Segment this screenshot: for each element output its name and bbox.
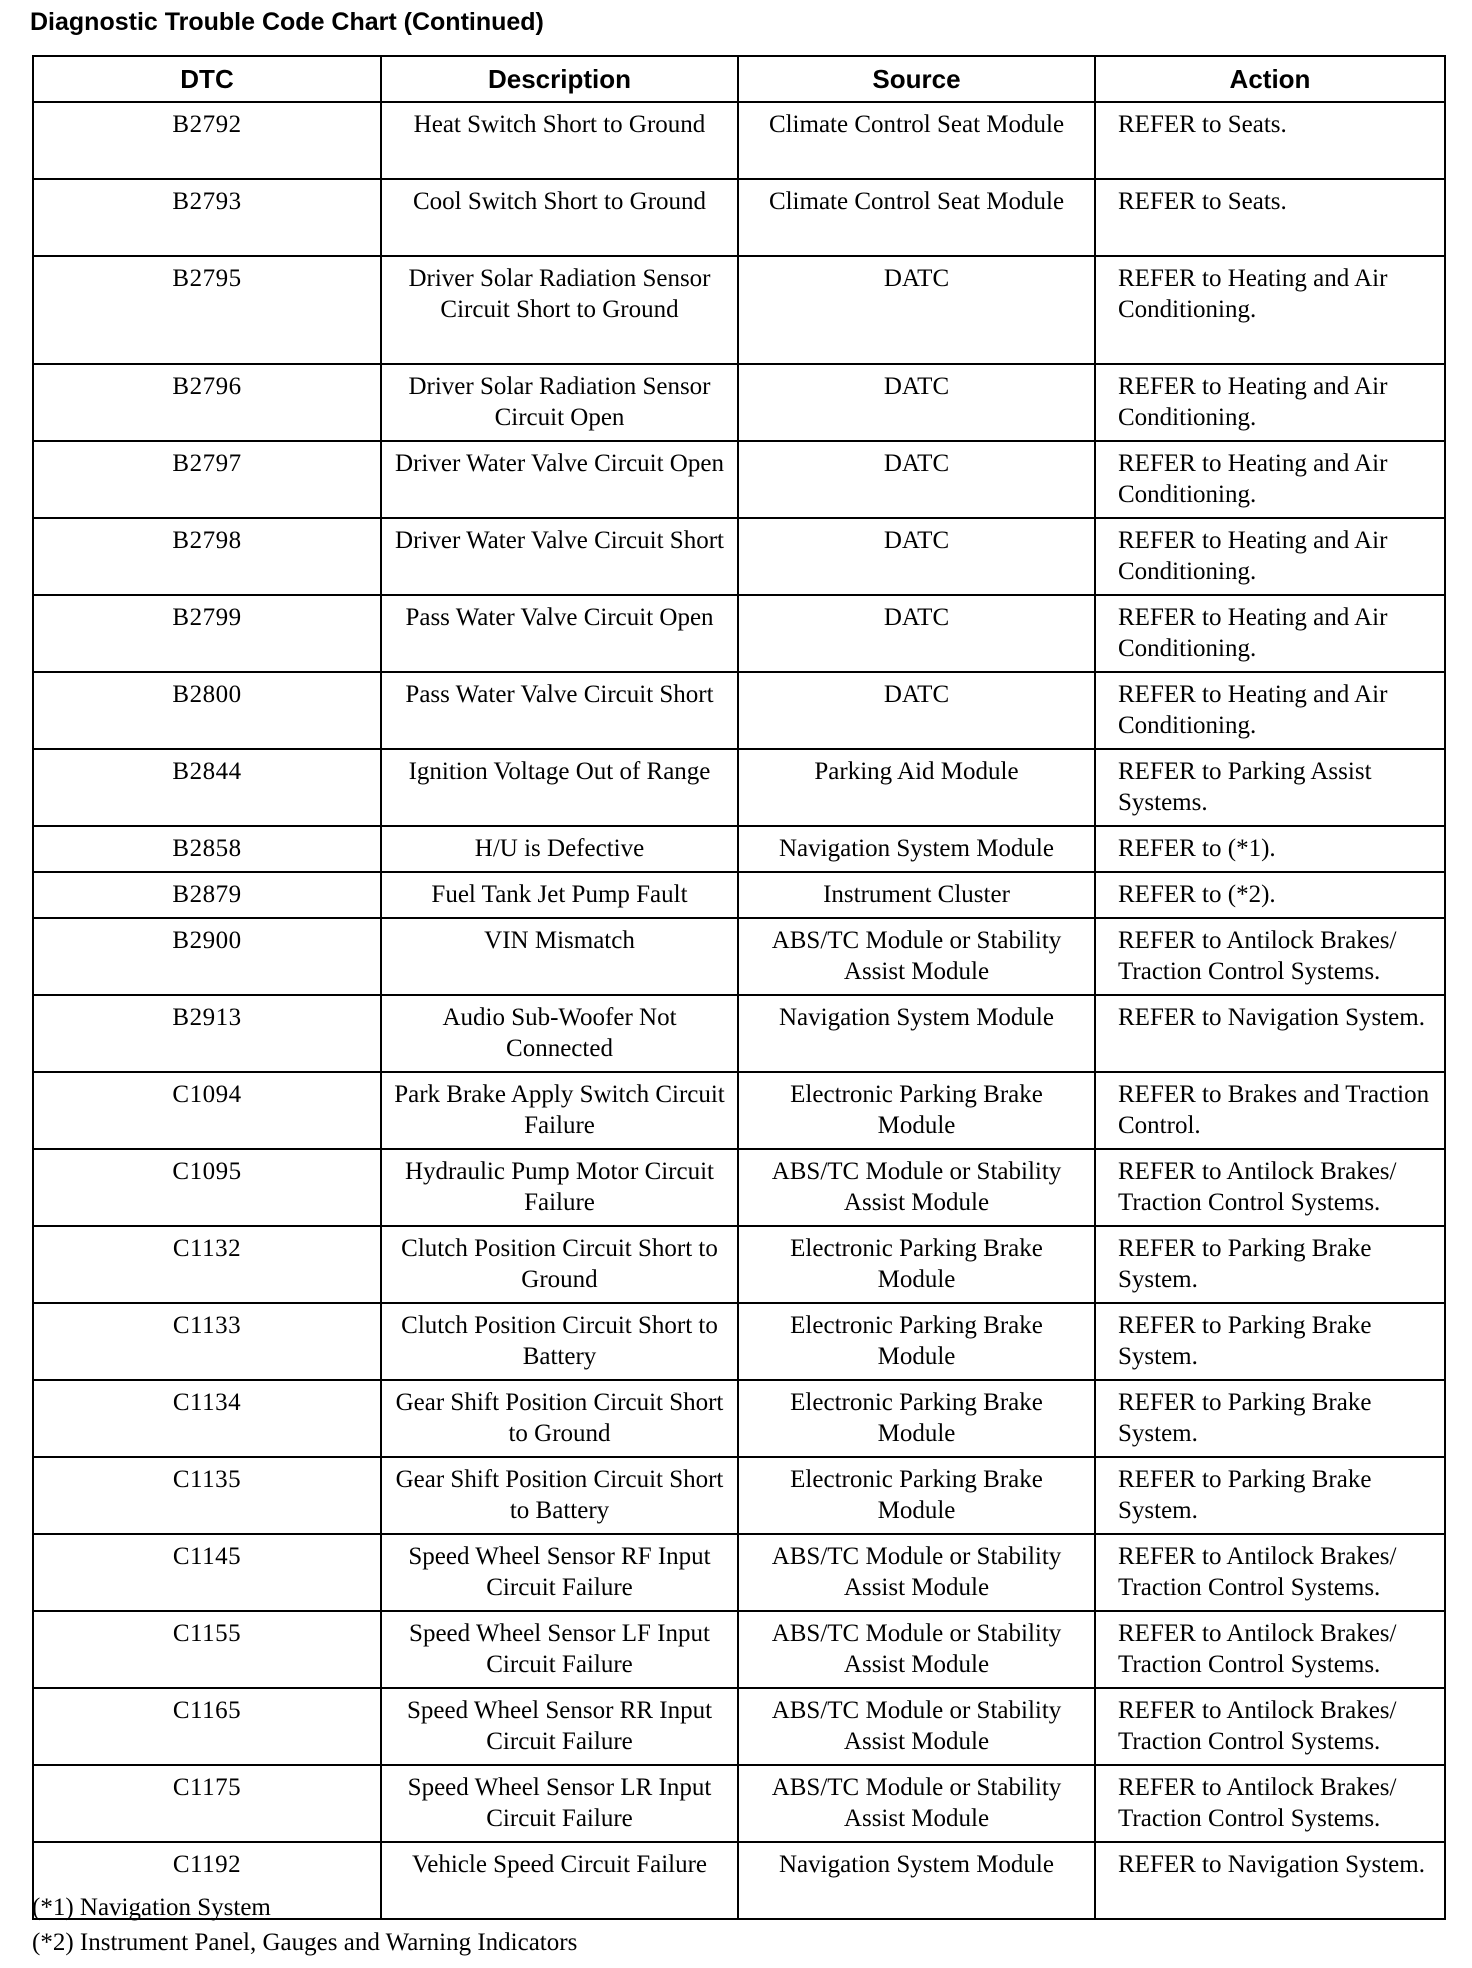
cell-source: Climate Control Seat Module — [738, 102, 1095, 179]
cell-description: Pass Water Valve Circuit Open — [381, 595, 738, 672]
cell-action: REFER to Heating and Air Conditioning. — [1095, 672, 1445, 749]
cell-action: REFER to Parking Assist Systems. — [1095, 749, 1445, 826]
cell-description: Driver Solar Radiation Sensor Circuit Open — [381, 364, 738, 441]
cell-description: Driver Solar Radiation Sensor Circuit Short to Ground — [381, 256, 738, 364]
cell-source: Electronic Parking Brake Module — [738, 1457, 1095, 1534]
cell-description: Speed Wheel Sensor RR Input Circuit Failure — [381, 1688, 738, 1765]
cell-dtc: B2796 — [33, 364, 381, 441]
cell-action: REFER to (*1). — [1095, 826, 1445, 872]
cell-source: Climate Control Seat Module — [738, 179, 1095, 256]
cell-description: Ignition Voltage Out of Range — [381, 749, 738, 826]
cell-description: Clutch Position Circuit Short to Battery — [381, 1303, 738, 1380]
table-row — [33, 918, 1445, 995]
table-row — [33, 1380, 1445, 1457]
cell-action: REFER to Parking Brake System. — [1095, 1303, 1445, 1380]
cell-action: REFER to Heating and Air Conditioning. — [1095, 364, 1445, 441]
dtc-table — [32, 55, 1446, 1920]
cell-action: REFER to Antilock Brakes/ Traction Control Systems. — [1095, 1611, 1445, 1688]
cell-action: REFER to Heating and Air Conditioning. — [1095, 256, 1445, 364]
table-row — [33, 1765, 1445, 1842]
cell-description: Park Brake Apply Switch Circuit Failure — [381, 1072, 738, 1149]
footnotes — [32, 1890, 577, 1960]
table-row — [33, 995, 1445, 1072]
footnote-2: (*2) Instrument Panel, Gauges and Warning Indicators — [32, 1929, 578, 1956]
cell-action: REFER to Seats. — [1095, 102, 1445, 179]
cell-dtc: C1133 — [33, 1303, 381, 1380]
cell-dtc: C1095 — [33, 1149, 381, 1226]
cell-dtc: B2913 — [33, 995, 381, 1072]
table-row — [33, 179, 1445, 256]
cell-description: H/U is Defective — [381, 826, 738, 872]
cell-description: Driver Water Valve Circuit Open — [381, 441, 738, 518]
cell-source: DATC — [738, 441, 1095, 518]
cell-action: REFER to Parking Brake System. — [1095, 1380, 1445, 1457]
cell-source: Electronic Parking Brake Module — [738, 1226, 1095, 1303]
table-row — [33, 872, 1445, 918]
cell-description: Vehicle Speed Circuit Failure — [381, 1842, 738, 1919]
cell-action: REFER to Antilock Brakes/ Traction Control Systems. — [1095, 1534, 1445, 1611]
header-description: Description — [381, 56, 738, 102]
cell-action: REFER to Antilock Brakes/ Traction Control Systems. — [1095, 1765, 1445, 1842]
cell-description: Driver Water Valve Circuit Short — [381, 518, 738, 595]
cell-action: REFER to Navigation System. — [1095, 1842, 1445, 1919]
table-header-row — [33, 56, 1445, 102]
cell-source: ABS/TC Module or Stability Assist Module — [738, 1765, 1095, 1842]
cell-action: REFER to (*2). — [1095, 872, 1445, 918]
cell-source: DATC — [738, 518, 1095, 595]
cell-description: Speed Wheel Sensor RF Input Circuit Failure — [381, 1534, 738, 1611]
table-row — [33, 1226, 1445, 1303]
table-row — [33, 256, 1445, 364]
table-row — [33, 1303, 1445, 1380]
cell-dtc: B2844 — [33, 749, 381, 826]
cell-dtc: C1145 — [33, 1534, 381, 1611]
table-row — [33, 672, 1445, 749]
cell-source: Instrument Cluster — [738, 872, 1095, 918]
table-row — [33, 364, 1445, 441]
cell-source: ABS/TC Module or Stability Assist Module — [738, 1611, 1095, 1688]
cell-dtc: B2858 — [33, 826, 381, 872]
cell-dtc: C1135 — [33, 1457, 381, 1534]
cell-action: REFER to Seats. — [1095, 179, 1445, 256]
table-row — [33, 1149, 1445, 1226]
cell-source: Electronic Parking Brake Module — [738, 1072, 1095, 1149]
table-row — [33, 595, 1445, 672]
cell-source: Electronic Parking Brake Module — [738, 1303, 1095, 1380]
cell-description: Hydraulic Pump Motor Circuit Failure — [381, 1149, 738, 1226]
table-body — [33, 102, 1445, 1919]
cell-action: REFER to Heating and Air Conditioning. — [1095, 441, 1445, 518]
cell-dtc: B2793 — [33, 179, 381, 256]
cell-description: Gear Shift Position Circuit Short to Ground — [381, 1380, 738, 1457]
cell-source: Parking Aid Module — [738, 749, 1095, 826]
cell-description: VIN Mismatch — [381, 918, 738, 995]
table-row — [33, 102, 1445, 179]
cell-action: REFER to Navigation System. — [1095, 995, 1445, 1072]
cell-action: REFER to Heating and Air Conditioning. — [1095, 595, 1445, 672]
cell-dtc: C1132 — [33, 1226, 381, 1303]
cell-action: REFER to Antilock Brakes/ Traction Control Systems. — [1095, 918, 1445, 995]
cell-source: DATC — [738, 256, 1095, 364]
cell-source: ABS/TC Module or Stability Assist Module — [738, 1688, 1095, 1765]
cell-dtc: B2800 — [33, 672, 381, 749]
cell-dtc: C1094 — [33, 1072, 381, 1149]
cell-source: ABS/TC Module or Stability Assist Module — [738, 1149, 1095, 1226]
header-source: Source — [738, 56, 1095, 102]
table-row — [33, 1072, 1445, 1149]
cell-source: Electronic Parking Brake Module — [738, 1380, 1095, 1457]
page-title: Diagnostic Trouble Code Chart (Continued) — [30, 8, 544, 36]
cell-action: REFER to Brakes and Traction Control. — [1095, 1072, 1445, 1149]
cell-description: Speed Wheel Sensor LF Input Circuit Failure — [381, 1611, 738, 1688]
cell-dtc: B2795 — [33, 256, 381, 364]
cell-description: Clutch Position Circuit Short to Ground — [381, 1226, 738, 1303]
cell-source: ABS/TC Module or Stability Assist Module — [738, 918, 1095, 995]
cell-dtc: B2797 — [33, 441, 381, 518]
header-dtc: DTC — [33, 56, 381, 102]
header-action: Action — [1095, 56, 1445, 102]
cell-dtc: B2900 — [33, 918, 381, 995]
cell-dtc: C1175 — [33, 1765, 381, 1842]
cell-dtc: C1134 — [33, 1380, 381, 1457]
cell-source: Navigation System Module — [738, 826, 1095, 872]
cell-source: Navigation System Module — [738, 995, 1095, 1072]
cell-source: Navigation System Module — [738, 1842, 1095, 1919]
cell-description: Speed Wheel Sensor LR Input Circuit Failure — [381, 1765, 738, 1842]
cell-dtc: B2799 — [33, 595, 381, 672]
cell-dtc: B2879 — [33, 872, 381, 918]
cell-description: Audio Sub-Woofer Not Connected — [381, 995, 738, 1072]
cell-description: Fuel Tank Jet Pump Fault — [381, 872, 738, 918]
cell-action: REFER to Heating and Air Conditioning. — [1095, 518, 1445, 595]
cell-dtc: C1192 — [33, 1842, 381, 1919]
cell-source: DATC — [738, 364, 1095, 441]
footnote-1: (*1) Navigation System — [32, 1894, 271, 1921]
cell-action: REFER to Parking Brake System. — [1095, 1226, 1445, 1303]
cell-description: Cool Switch Short to Ground — [381, 179, 738, 256]
cell-action: REFER to Antilock Brakes/ Traction Control Systems. — [1095, 1688, 1445, 1765]
table-row — [33, 441, 1445, 518]
cell-description: Gear Shift Position Circuit Short to Battery — [381, 1457, 738, 1534]
table-row — [33, 749, 1445, 826]
cell-action: REFER to Parking Brake System. — [1095, 1457, 1445, 1534]
table-row — [33, 1611, 1445, 1688]
cell-action: REFER to Antilock Brakes/ Traction Control Systems. — [1095, 1149, 1445, 1226]
table-row — [33, 518, 1445, 595]
table-row — [33, 1457, 1445, 1534]
cell-description: Pass Water Valve Circuit Short — [381, 672, 738, 749]
cell-source: DATC — [738, 595, 1095, 672]
table-row — [33, 1534, 1445, 1611]
cell-dtc: C1165 — [33, 1688, 381, 1765]
table-row — [33, 826, 1445, 872]
cell-dtc: B2798 — [33, 518, 381, 595]
cell-description: Heat Switch Short to Ground — [381, 102, 738, 179]
cell-source: ABS/TC Module or Stability Assist Module — [738, 1534, 1095, 1611]
table-row — [33, 1688, 1445, 1765]
cell-dtc: C1155 — [33, 1611, 381, 1688]
cell-dtc: B2792 — [33, 102, 381, 179]
cell-source: DATC — [738, 672, 1095, 749]
